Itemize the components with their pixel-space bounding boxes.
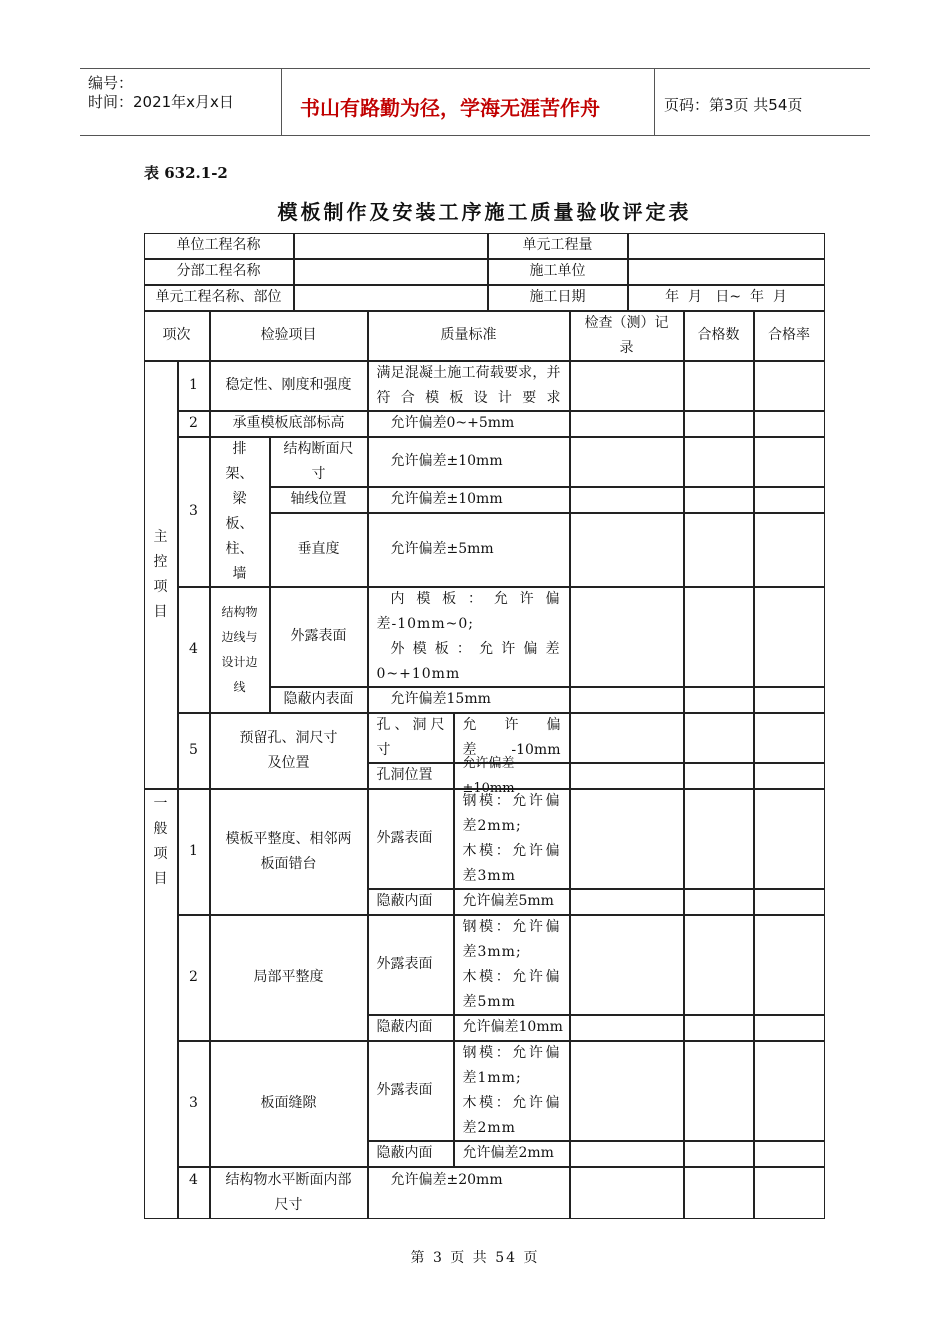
- main-r3c-record[interactable]: [570, 513, 684, 587]
- header-top-rule: [80, 68, 870, 69]
- main-r3c-rate[interactable]: [754, 513, 825, 587]
- header-divider: [281, 68, 282, 136]
- main-r3c-standard: 允许偏差±5mm: [368, 513, 570, 587]
- main-r5-no: 5: [178, 713, 210, 789]
- header-time-label: 时间：2021年x月x日: [88, 93, 234, 111]
- main-r5a-count[interactable]: [684, 713, 754, 763]
- sub-project-value: [294, 259, 488, 285]
- page-footer: 第 3 页 共 54 页: [410, 1250, 540, 1266]
- col-item-no: 项次: [144, 311, 210, 361]
- general-group-label: 一般项目: [144, 789, 178, 1219]
- main-r4-no: 4: [178, 587, 210, 713]
- main-r2-count[interactable]: [684, 411, 754, 437]
- main-r2-record[interactable]: [570, 411, 684, 437]
- main-r4a-standard-outer: 外模板：允许偏差0~+10mm: [376, 640, 561, 682]
- main-r5b-standard: 允许偏差±10mm: [454, 763, 570, 789]
- general-g4-no: 4: [178, 1167, 210, 1219]
- main-r1-record[interactable]: [570, 361, 684, 411]
- main-r1-standard: 满足混凝土施工荷载要求，并符合模板设计要求: [368, 361, 570, 411]
- main-r3a-standard: 允许偏差±10mm: [368, 437, 570, 487]
- general-g1b-count[interactable]: [684, 889, 754, 915]
- general-g2a-count[interactable]: [684, 915, 754, 1015]
- main-r3a-item: 结构断面尺寸: [270, 437, 368, 487]
- general-g3-item: 板面缝隙: [210, 1041, 368, 1167]
- main-r3a-rate[interactable]: [754, 437, 825, 487]
- general-g1b-standard: 允许偏差5mm: [454, 889, 570, 915]
- main-r4b-count[interactable]: [684, 687, 754, 713]
- unit-project-value: [294, 233, 488, 259]
- construction-unit-value: [628, 259, 825, 285]
- general-g2-no: 2: [178, 915, 210, 1041]
- main-r3a-count[interactable]: [684, 437, 754, 487]
- general-g3a-item: 外露表面: [368, 1041, 454, 1141]
- general-g2a-standard-wood: 木模：允许偏差5mm: [462, 968, 561, 1010]
- main-r2-item: 承重模板底部标高: [210, 411, 368, 437]
- header-motto: 书山有路勤为径，学海无涯苦作舟: [300, 96, 600, 120]
- main-r3a-record[interactable]: [570, 437, 684, 487]
- general-g2a-item: 外露表面: [368, 915, 454, 1015]
- main-r5a-standard: 允许偏差-10mm: [454, 713, 570, 763]
- unit-quantity-value: [628, 233, 825, 259]
- main-r2-no: 2: [178, 411, 210, 437]
- general-g4-record[interactable]: [570, 1167, 684, 1219]
- general-g1a-rate[interactable]: [754, 789, 825, 889]
- general-g2a-standard-steel: 钢模：允许偏差3mm;: [462, 918, 561, 960]
- main-r1-item: 稳定性、刚度和强度: [210, 361, 368, 411]
- table-number: 表 632.1-2: [144, 164, 228, 182]
- general-g1a-standard: [454, 789, 570, 889]
- element-name-value: [294, 285, 488, 311]
- header-number-label: 编号：: [88, 74, 134, 92]
- main-r3-group: 排架、梁板、柱、墙: [210, 437, 270, 587]
- col-quality-standard: 质量标准: [368, 311, 570, 361]
- general-g1-no: 1: [178, 789, 210, 915]
- sub-project-label: 分部工程名称: [144, 259, 294, 285]
- general-g1b-item: 隐蔽内面: [368, 889, 454, 915]
- general-g3a-rate[interactable]: [754, 1041, 825, 1141]
- general-g1a-count[interactable]: [684, 789, 754, 889]
- header-bottom-rule: [80, 135, 870, 136]
- unit-project-label: 单位工程名称: [144, 233, 294, 259]
- main-r3-no: 3: [178, 437, 210, 587]
- main-r5b-item: 孔洞位置: [368, 763, 454, 789]
- general-g1a-standard-steel: 钢模：允许偏差2mm;: [462, 792, 561, 834]
- general-g3a-standard: [454, 1041, 570, 1141]
- general-g1a-standard-wood: 木模：允许偏差3mm: [462, 842, 561, 884]
- general-g2-item: 局部平整度: [210, 915, 368, 1041]
- main-r4b-rate[interactable]: [754, 687, 825, 713]
- header-page-label: 页码：第3页 共54页: [664, 96, 803, 114]
- main-r5a-rate[interactable]: [754, 713, 825, 763]
- general-g1a-record[interactable]: [570, 789, 684, 889]
- general-g2b-count[interactable]: [684, 1015, 754, 1041]
- main-r4b-item: 隐蔽内表面: [270, 687, 368, 713]
- main-r4-group: 结构物边线与设计边线: [210, 587, 270, 713]
- general-g1b-rate[interactable]: [754, 889, 825, 915]
- general-g3a-count[interactable]: [684, 1041, 754, 1141]
- general-g4-standard: 允许偏差±20mm: [368, 1167, 570, 1219]
- general-g3b-record[interactable]: [570, 1141, 684, 1167]
- general-g3a-standard-steel: 钢模：允许偏差1mm;: [462, 1044, 561, 1086]
- general-g3b-count[interactable]: [684, 1141, 754, 1167]
- main-r3b-item: 轴线位置: [270, 487, 368, 513]
- main-r3b-rate[interactable]: [754, 487, 825, 513]
- main-r5-item: 预留孔、洞尺寸及位置: [210, 713, 368, 789]
- main-r4b-standard: 允许偏差15mm: [368, 687, 570, 713]
- general-g2b-record[interactable]: [570, 1015, 684, 1041]
- general-g2a-standard: [454, 915, 570, 1015]
- main-r1-count[interactable]: [684, 361, 754, 411]
- general-g2b-rate[interactable]: [754, 1015, 825, 1041]
- col-qualified-count: 合格数: [684, 311, 754, 361]
- main-r5a-record[interactable]: [570, 713, 684, 763]
- general-g2b-item: 隐蔽内面: [368, 1015, 454, 1041]
- construction-unit-label: 施工单位: [488, 259, 628, 285]
- construction-date-label: 施工日期: [488, 285, 628, 311]
- main-r2-rate[interactable]: [754, 411, 825, 437]
- unit-quantity-label: 单元工程量: [488, 233, 628, 259]
- general-g3b-standard: 允许偏差2mm: [454, 1141, 570, 1167]
- main-r5b-count[interactable]: [684, 763, 754, 789]
- main-r3b-count[interactable]: [684, 487, 754, 513]
- general-g3a-standard-wood: 木模：允许偏差2mm: [462, 1094, 561, 1136]
- general-g4-count[interactable]: [684, 1167, 754, 1219]
- main-r5b-record[interactable]: [570, 763, 684, 789]
- construction-date-value: 年 月 日~ 年 月: [628, 285, 825, 311]
- main-r4b-record[interactable]: [570, 687, 684, 713]
- main-r4a-standard: [368, 587, 570, 687]
- header-divider: [654, 68, 655, 136]
- general-g3b-rate[interactable]: [754, 1141, 825, 1167]
- main-r3b-record[interactable]: [570, 487, 684, 513]
- main-r3c-item: 垂直度: [270, 513, 368, 587]
- general-g2b-standard: 允许偏差10mm: [454, 1015, 570, 1041]
- col-qualified-rate: 合格率: [754, 311, 825, 361]
- general-g1-item: 模板平整度、相邻两板面错台: [210, 789, 368, 915]
- main-group-label: 主控项目: [144, 361, 178, 789]
- general-g3-no: 3: [178, 1041, 210, 1167]
- col-inspection-item: 检验项目: [210, 311, 368, 361]
- main-r5b-rate[interactable]: [754, 763, 825, 789]
- general-g3b-item: 隐蔽内面: [368, 1141, 454, 1167]
- general-g3a-record[interactable]: [570, 1041, 684, 1141]
- main-r4a-item: 外露表面: [270, 587, 368, 687]
- general-g4-rate[interactable]: [754, 1167, 825, 1219]
- main-r1-no: 1: [178, 361, 210, 411]
- main-r4a-standard-inner: 内模板：允许偏差-10mm~0;: [376, 590, 561, 632]
- main-r4a-rate[interactable]: [754, 587, 825, 687]
- general-g1a-item: 外露表面: [368, 789, 454, 889]
- form-title: 模板制作及安装工序施工质量验收评定表: [277, 200, 692, 224]
- general-g2a-rate[interactable]: [754, 915, 825, 1015]
- main-r2-standard: 允许偏差0~+5mm: [368, 411, 570, 437]
- general-g1b-record[interactable]: [570, 889, 684, 915]
- main-r3c-count[interactable]: [684, 513, 754, 587]
- general-g4-item: 结构物水平断面内部尺寸: [210, 1167, 368, 1219]
- main-r4a-count[interactable]: [684, 587, 754, 687]
- general-g2a-record[interactable]: [570, 915, 684, 1015]
- main-r5a-item: 孔、洞尺寸: [368, 713, 454, 763]
- main-r3b-standard: 允许偏差±10mm: [368, 487, 570, 513]
- col-record: 检查（测）记录: [570, 311, 684, 361]
- main-r4a-record[interactable]: [570, 587, 684, 687]
- element-name-label: 单元工程名称、部位: [144, 285, 294, 311]
- main-r1-rate[interactable]: [754, 361, 825, 411]
